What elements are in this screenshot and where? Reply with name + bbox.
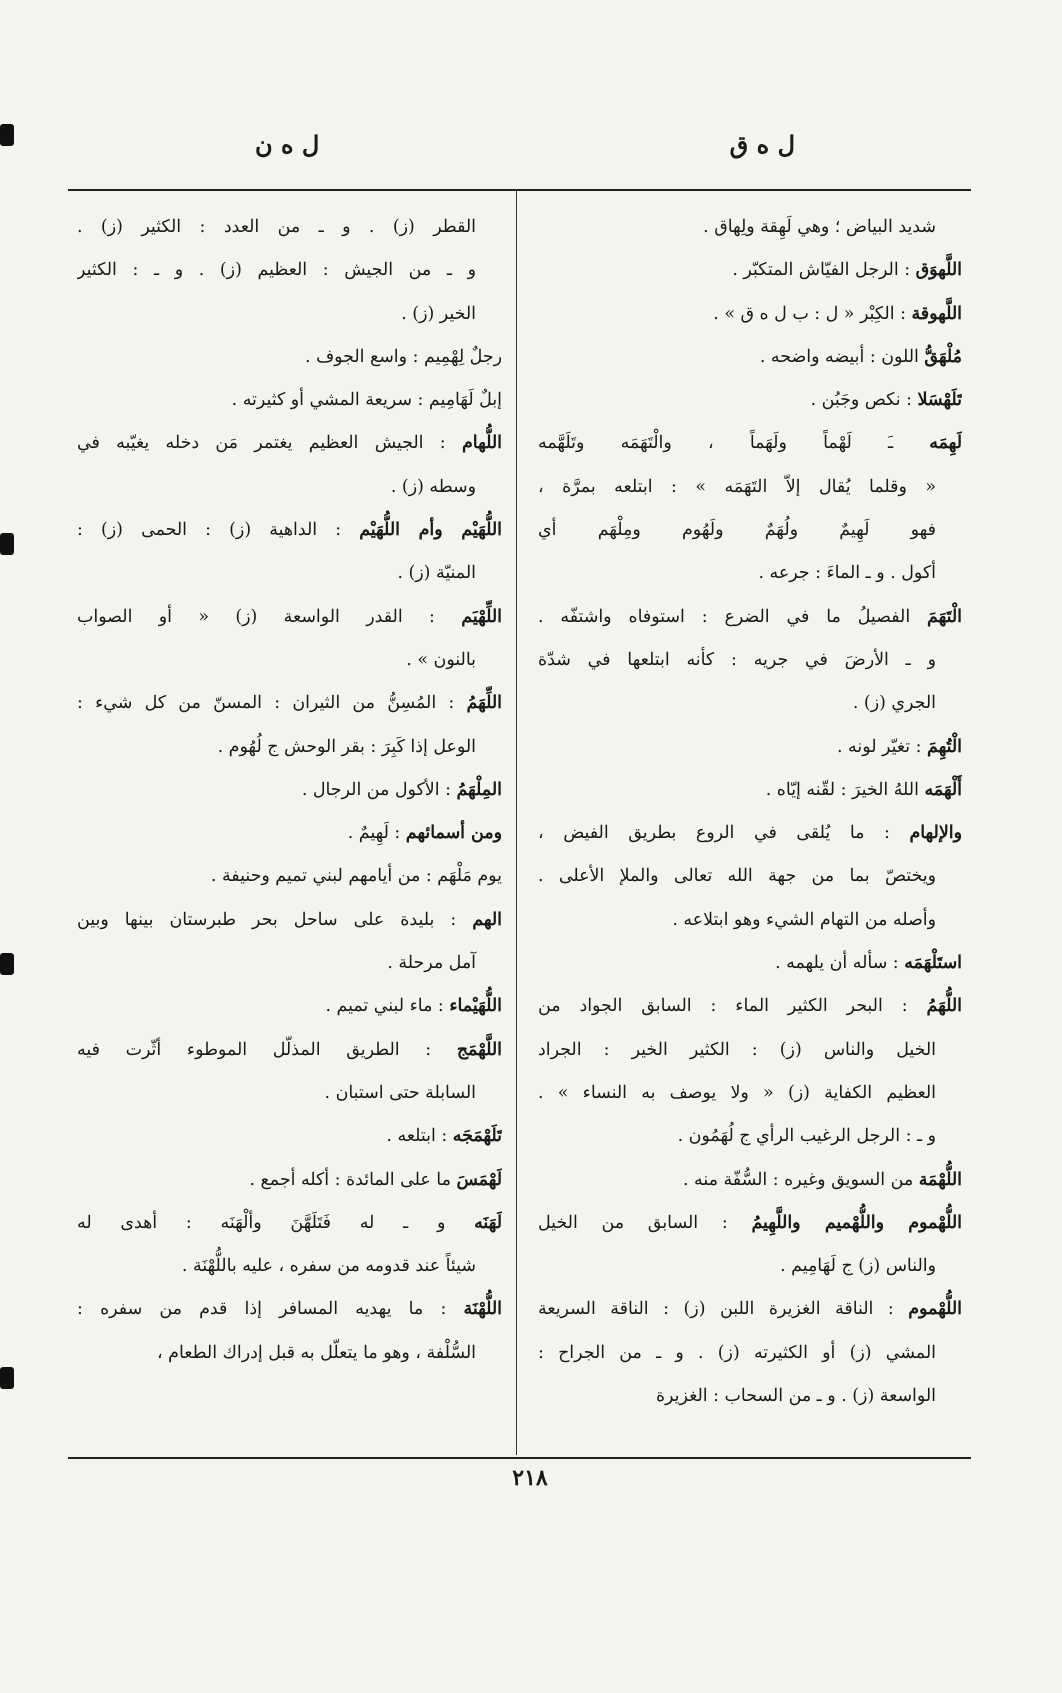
entry-line <box>538 1375 962 1418</box>
headword: اللُّهْموم <box>908 1299 962 1320</box>
entry-line <box>77 379 502 422</box>
entry-line <box>538 249 962 292</box>
entry-line <box>538 1115 962 1158</box>
entry-line <box>538 1159 962 1202</box>
definition-text: و ـ من الجيش : العظيم (ز) . و ـ : الكثير <box>77 260 476 281</box>
entry-line <box>77 769 502 812</box>
definition-text: : الطريق المذلّل الموطوء أثّرت فيه <box>77 1039 457 1060</box>
headword: لَهِمَه <box>929 433 962 454</box>
definition-text: العظيم الكفاية (ز) « ولا يوصف به النساء » . <box>538 1082 936 1103</box>
definition-text: و ـ : الرجل الرغيب الرأي ج لُهَمُون . <box>677 1126 936 1147</box>
definition-text: : ماء لبني تميم . <box>325 996 450 1017</box>
definition-text: : ما يهديه المسافر إذا قدم من سفره : <box>77 1299 464 1320</box>
definition-text: : المُسِنُّ من الثيران : المسنّ من كل شيء : <box>77 693 467 714</box>
entry-line <box>77 293 502 336</box>
running-header <box>70 130 970 170</box>
definition-text: المشي (ز) أو الكثيرته (ز) . و ـ من الجراح : <box>538 1342 936 1363</box>
entry-line <box>538 1072 962 1115</box>
definition-text: الخيل والناس (ز) : الكثير الخير : الجراد <box>538 1039 936 1060</box>
entry-line <box>538 596 962 639</box>
definition-text: السُّلْفة ، وهو ما يتعلّل به قبل إدراك الطعام ، <box>157 1342 476 1363</box>
definition-text: : بليدة على ساحل بحر طبرستان بينها وبين <box>77 909 473 930</box>
entry-line <box>77 336 502 379</box>
binding-mark <box>0 1367 14 1389</box>
bottom-rule <box>68 1457 971 1459</box>
entry-line <box>538 769 962 812</box>
entry-line <box>77 985 502 1028</box>
entry-line <box>538 509 962 552</box>
headword: اللُّهْنَة <box>463 1299 502 1320</box>
headword: تَلَهْسَلا <box>917 390 962 411</box>
headword: اللُّهْموم واللُّهْميم واللَّهِيمُ <box>751 1212 962 1233</box>
definition-text: : الكِبْر « ل : ب ل ه ق » . <box>713 303 912 324</box>
definition-text: : ابتلعه . <box>386 1126 453 1147</box>
entry-line <box>538 682 962 725</box>
entry-line <box>77 596 502 639</box>
top-rule <box>68 189 971 191</box>
entry-line <box>538 985 962 1028</box>
definition-text: : لَهِيمٌ . <box>347 823 406 844</box>
definition-text: وسطه (ز) . <box>390 476 476 497</box>
definition-text: بالنون » . <box>406 649 476 670</box>
entry-line <box>77 899 502 942</box>
headword: لَهَنَه <box>474 1212 502 1233</box>
definition-text: شديد البياض ؛ وهي لَهِقة ولِهاق . <box>703 217 936 237</box>
definition-text: ويختصّ بما من جهة الله تعالى والملإ الأعلى . <box>538 866 936 887</box>
headword: استَلْهَمَه <box>904 953 962 974</box>
definition-text: : ما يُلقى في الروع بطريق الفيض ، <box>538 823 910 844</box>
definition-text: : الرجل الفيّاش المتكبّر . <box>732 260 916 281</box>
entry-line <box>77 1029 502 1072</box>
entry-line <box>77 509 502 552</box>
entry-line <box>538 466 962 509</box>
headword: اللَّهوَق <box>915 260 962 281</box>
definition-text: فهو لَهِيمٌ ولُهَمٌ ولَهُوم ومِلْهَم أي <box>538 520 936 541</box>
definition-text: المنيّة (ز) . <box>397 563 476 584</box>
entry-line <box>77 206 502 249</box>
entry-line <box>77 466 502 509</box>
definition-text: آمل مرحلة . <box>387 953 476 974</box>
definition-text: والناس (ز) ج لَهَامِيم . <box>780 1256 936 1277</box>
binding-mark <box>0 953 14 975</box>
entry-line <box>77 1159 502 1202</box>
entry-line <box>538 552 962 595</box>
definition-text: ما على المائدة : أكله أجمع . <box>249 1169 457 1190</box>
headword: اللُّهَيْم وأم اللُّهَيْم <box>359 520 502 541</box>
headword: اللُّهام <box>462 433 502 454</box>
definition-text: إبلٌ لَهَامِيم : سريعة المشي أو كثيرته . <box>231 390 502 411</box>
definition-text: : السابق من الخيل <box>538 1212 752 1233</box>
entry-line <box>538 1245 962 1288</box>
entry-line <box>538 899 962 942</box>
entry-line <box>538 855 962 898</box>
entry-line <box>77 942 502 985</box>
headword: اللَّهْمَج <box>456 1039 502 1060</box>
definition-text: « وقلما يُقال إلاّ التَهَمَه » : ابتلعه بمرَّة ، <box>538 476 936 497</box>
entry-line <box>77 855 502 898</box>
headword: اللِّهْيَم <box>461 606 502 627</box>
definition-text: : الناقة الغزيرة اللبن (ز) : الناقة السريعة <box>538 1299 909 1320</box>
left-column <box>77 206 502 1454</box>
entry-line <box>538 812 962 855</box>
entry-line <box>538 1029 962 1072</box>
definition-text: رجلٌ لِهْمِيم : واسع الجوف . <box>305 346 502 367</box>
header-right-root: ل ه ق <box>729 130 795 159</box>
headword: الْتُهِمَ <box>927 736 962 757</box>
entry-line <box>538 293 962 336</box>
definition-text: : الأكول من الرجال . <box>301 779 457 800</box>
definition-text: : سأله أن يلهمه . <box>775 953 905 974</box>
entry-line <box>77 552 502 595</box>
page-number: ٢١٨ <box>512 1465 548 1491</box>
entry-line <box>538 942 962 985</box>
right-column <box>538 206 962 1454</box>
definition-text: : الجيش العظيم يغتمر مَن دخله يغيّبه في <box>77 433 463 454</box>
definition-text: من السويق وغيره : السُّفّة منه . <box>682 1169 919 1190</box>
headword: لَهْمَسَ <box>456 1169 502 1190</box>
definition-text: و ـ الأرضَ في جريه : كأنه ابتلعها في شدّة <box>538 649 936 670</box>
entry-line <box>538 639 962 682</box>
definition-text: السابلة حتى استبان . <box>324 1082 476 1103</box>
binding-mark <box>0 533 14 555</box>
entry-line <box>538 726 962 769</box>
entry-line <box>77 1332 502 1375</box>
entry-line <box>77 249 502 292</box>
headword: تَلَهْمَجَه <box>452 1126 502 1147</box>
entry-line <box>77 812 502 855</box>
definition-text: اللون : أبيضه واضحه . <box>759 346 925 367</box>
definition-text: اللهُ الخيرَ : لقّنه إيّاه . <box>765 779 925 800</box>
definition-text: شيئاً عند قدومه من سفره ، عليه باللُّهْنَة . <box>181 1256 476 1277</box>
headword: اللُّهْمَة <box>918 1169 962 1190</box>
entry-line <box>77 682 502 725</box>
headword: ومن أسمائهم <box>405 823 502 844</box>
column-divider <box>516 191 517 1455</box>
definition-text: : تغيّر لونه . <box>837 736 928 757</box>
definition-text: : نكص وجَبُن . <box>810 390 918 411</box>
entry-line <box>77 639 502 682</box>
entry-line <box>77 1072 502 1115</box>
definition-text: و ـ له فَتَلَهَّنَ وألْهَنَه : أهدى له <box>77 1212 475 1233</box>
definition-text: الفصيلُ ما في الضرع : استوفاه واشتفّه . <box>538 606 928 627</box>
entry-line <box>538 379 962 422</box>
headword: اللَّهوقة <box>911 303 962 324</box>
definition-text: : الداهية (ز) : الحمى (ز) : <box>77 520 360 541</box>
definition-text: : القدر الواسعة (ز) « أو الصواب <box>77 606 462 627</box>
definition-text: يوم مَلْهَم : من أيامهم لبني تميم وحنيفة . <box>210 866 502 887</box>
definition-text: وأصله من التهام الشيء وهو ابتلاعه . <box>672 909 936 930</box>
entry-line <box>538 422 962 465</box>
definition-text: ـَ لَهْماً ولَهَماً ، والْتَهَمَه وتَلَهَّمه <box>538 433 930 454</box>
entry-line <box>77 726 502 769</box>
definition-text: الوعل إذا كَبِرَ : بقر الوحش ج لُهُوم . <box>217 736 476 757</box>
headword: المِلْهَمُ <box>456 779 502 800</box>
entry-line <box>538 336 962 379</box>
definition-text: الخير (ز) . <box>401 303 476 324</box>
header-left-root: ل ه ن <box>255 130 320 159</box>
headword: اللِّهَمُ <box>466 693 502 714</box>
headword: الْتَهَمَ <box>927 606 962 627</box>
binding-mark <box>0 124 14 146</box>
definition-text: الواسعة (ز) . و ـ من السحاب : الغزيرة <box>655 1386 936 1407</box>
headword: الهم <box>472 909 502 930</box>
entry-line <box>77 1202 502 1245</box>
definition-text: : البحر الكثير الماء : السابق الجواد من <box>538 996 927 1017</box>
entry-line <box>538 1288 962 1331</box>
entry-line <box>77 1115 502 1158</box>
headword: أَلْهَمَه <box>924 779 962 800</box>
definition-text: أكول . و ـ الماءَ : جرعه . <box>758 563 936 584</box>
entry-line <box>538 206 962 249</box>
entry-line <box>538 1202 962 1245</box>
entry-line <box>77 422 502 465</box>
entry-line <box>538 1332 962 1375</box>
headword: اللُّهَمُ <box>926 996 962 1017</box>
headword: والإلهام <box>909 823 962 844</box>
headword: اللُّهَيْماء <box>449 996 502 1017</box>
entry-line <box>77 1288 502 1331</box>
definition-text: القطر (ز) . و ـ من العدد : الكثير (ز) . <box>77 217 476 237</box>
headword: مُلْهَقُّ <box>924 346 962 367</box>
entry-line <box>77 1245 502 1288</box>
definition-text: الجري (ز) . <box>852 693 936 714</box>
